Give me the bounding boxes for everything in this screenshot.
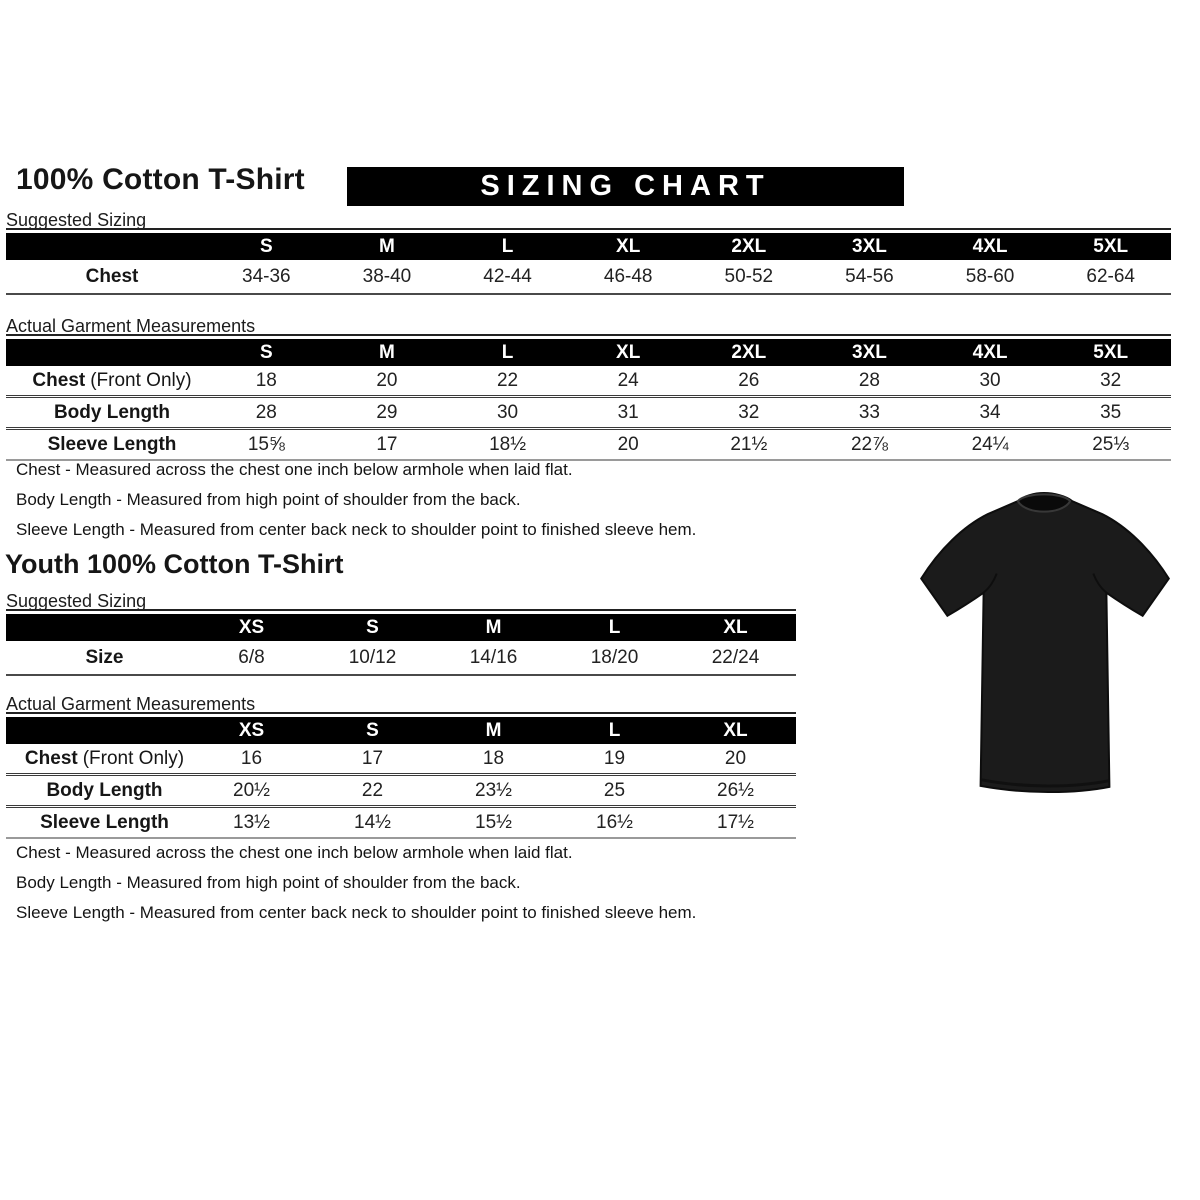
size-col-header: 2XL <box>731 341 767 363</box>
measurement-value: 34 <box>979 401 1001 423</box>
measurement-value: 20 <box>617 433 639 455</box>
measurement-value: 22/24 <box>711 646 760 668</box>
measurement-value: 17 <box>376 433 398 455</box>
size-col-header: M <box>485 616 502 638</box>
tshirt-graphic <box>893 483 1195 809</box>
measurement-value: 14/16 <box>469 646 518 668</box>
youth-actual-header-row <box>6 717 796 744</box>
measurement-value: 20 <box>376 369 398 391</box>
measurement-value: 16½ <box>596 811 633 833</box>
measurement-value: 50-52 <box>724 265 774 287</box>
measurement-value: 46-48 <box>603 265 653 287</box>
youth-suggested-table <box>6 609 796 676</box>
measurement-value: 62-64 <box>1086 265 1135 287</box>
size-col-header: 3XL <box>852 341 887 363</box>
measurement-value: 28 <box>255 401 277 423</box>
size-col-header: L <box>608 719 621 741</box>
measurement-value: 18 <box>482 747 505 769</box>
measurement-value: 22 <box>361 779 384 801</box>
table-row-sleeve-length <box>6 430 1171 461</box>
size-col-header: 5XL <box>1093 341 1129 363</box>
measurement-value: 19 <box>603 747 626 769</box>
measurement-value: 6/8 <box>238 646 265 668</box>
measurement-value: 20½ <box>233 779 270 801</box>
size-col-header: XL <box>723 719 748 741</box>
adult-note-sleeve-length: Sleeve Length - Measured from center back neck to shoulder point to finished sleeve hem. <box>16 520 697 539</box>
measurement-value: 18/20 <box>590 646 639 668</box>
measurement-value: 15⅝ <box>247 433 285 455</box>
measurement-value: 58-60 <box>965 265 1015 287</box>
measurement-value: 17 <box>361 747 384 769</box>
row-label-suffix: (Front Only) <box>82 747 185 769</box>
measurement-value: 26½ <box>717 779 754 801</box>
table-row-chest-front-only <box>6 744 796 776</box>
adult-actual-table <box>6 334 1171 461</box>
size-col-header: L <box>501 341 514 363</box>
size-col-header: S <box>366 616 379 638</box>
adult-actual-measurements-label: Actual Garment Measurements <box>6 316 256 336</box>
sizing-chart-banner: SIZING CHART <box>347 167 904 206</box>
row-label: Chest <box>85 265 139 287</box>
row-label: Sleeve Length <box>40 811 169 833</box>
row-label: Chest (Front Only) <box>24 747 185 769</box>
table-row-chest-front-only <box>6 366 1171 398</box>
table-row-body-length <box>6 398 1171 430</box>
measurement-value: 32 <box>1100 369 1122 391</box>
measurement-value: 31 <box>617 401 639 423</box>
youth-note-body-length: Body Length - Measured from high point of shoulder from the back. <box>16 873 521 892</box>
measurement-value: 24 <box>617 369 639 391</box>
table-row-size <box>6 641 796 676</box>
measurement-value: 32 <box>738 401 760 423</box>
adult-note-chest: Chest - Measured across the chest one inch below armhole when laid flat. <box>16 460 573 479</box>
size-col-header: XS <box>238 719 265 741</box>
youth-suggested-header-row <box>6 614 796 641</box>
size-col-header: 5XL <box>1093 235 1129 257</box>
size-col-header: XL <box>616 235 641 257</box>
youth-note-sleeve-length: Sleeve Length - Measured from center back neck to shoulder point to finished sleeve hem. <box>16 903 697 922</box>
measurement-value: 30 <box>979 369 1001 391</box>
adult-suggested-table <box>6 228 1171 295</box>
size-col-header: L <box>501 235 514 257</box>
measurement-value: 14½ <box>354 811 391 833</box>
row-label: Body Length <box>46 779 163 801</box>
measurement-value: 21½ <box>730 433 768 455</box>
size-col-header: S <box>259 235 273 257</box>
measurement-value: 16 <box>240 747 263 769</box>
youth-actual-table <box>6 712 796 839</box>
size-col-header: M <box>485 719 502 741</box>
row-label-suffix: (Front Only) <box>90 369 192 391</box>
measurement-value: 22⅞ <box>850 433 888 455</box>
row-label: Body Length <box>53 401 171 423</box>
size-col-header: XL <box>616 341 641 363</box>
row-label: Size <box>85 646 124 668</box>
black-tshirt-image <box>893 483 1195 809</box>
measurement-value: 25⅓ <box>1092 433 1130 455</box>
measurement-value: 18½ <box>489 433 527 455</box>
measurement-value: 25 <box>603 779 626 801</box>
measurement-value: 29 <box>376 401 398 423</box>
adult-suggested-header-row <box>6 233 1171 260</box>
measurement-value: 23½ <box>475 779 512 801</box>
youth-suggested-sizing-label: Suggested Sizing <box>6 591 147 611</box>
size-col-header: M <box>379 341 395 363</box>
adult-actual-header-row <box>6 339 1171 366</box>
measurement-value: 24¼ <box>971 433 1009 455</box>
adult-suggested-sizing-label: Suggested Sizing <box>6 210 147 230</box>
measurement-value: 17½ <box>717 811 754 833</box>
youth-actual-measurements-label: Actual Garment Measurements <box>6 694 256 714</box>
measurement-value: 18 <box>255 369 277 391</box>
adult-title: 100% Cotton T-Shirt <box>16 163 305 196</box>
measurement-value: 38-40 <box>362 265 412 287</box>
measurement-value: 26 <box>738 369 760 391</box>
table-row-body-length <box>6 776 796 808</box>
size-col-header: S <box>259 341 273 363</box>
measurement-value: 15½ <box>475 811 512 833</box>
measurement-value: 54-56 <box>845 265 894 287</box>
size-col-header: XL <box>723 616 748 638</box>
measurement-value: 35 <box>1100 401 1122 423</box>
row-label: Chest (Front Only) <box>32 369 192 391</box>
measurement-value: 22 <box>496 369 519 391</box>
measurement-value: 13½ <box>233 811 270 833</box>
size-col-header: 3XL <box>852 235 887 257</box>
table-row-sleeve-length <box>6 808 796 839</box>
adult-note-body-length: Body Length - Measured from high point of shoulder from the back. <box>16 490 521 509</box>
measurement-value: 30 <box>496 401 519 423</box>
measurement-value: 42-44 <box>483 265 532 287</box>
size-col-header: 4XL <box>972 235 1008 257</box>
youth-title: Youth 100% Cotton T-Shirt <box>5 549 344 579</box>
measurement-value: 34-36 <box>242 265 291 287</box>
size-col-header: S <box>366 719 379 741</box>
size-col-header: 4XL <box>972 341 1008 363</box>
measurement-value: 20 <box>724 747 747 769</box>
measurement-value: 33 <box>858 401 880 423</box>
tshirt-body <box>921 493 1169 792</box>
measurement-value: 28 <box>858 369 880 391</box>
row-label: Sleeve Length <box>47 433 177 455</box>
size-col-header: L <box>608 616 621 638</box>
table-row-chest <box>6 260 1171 295</box>
size-col-header: M <box>379 235 395 257</box>
measurement-value: 10/12 <box>348 646 397 668</box>
size-col-header: 2XL <box>731 235 767 257</box>
size-col-header: XS <box>238 616 265 638</box>
youth-note-chest: Chest - Measured across the chest one inch below armhole when laid flat. <box>16 843 573 862</box>
